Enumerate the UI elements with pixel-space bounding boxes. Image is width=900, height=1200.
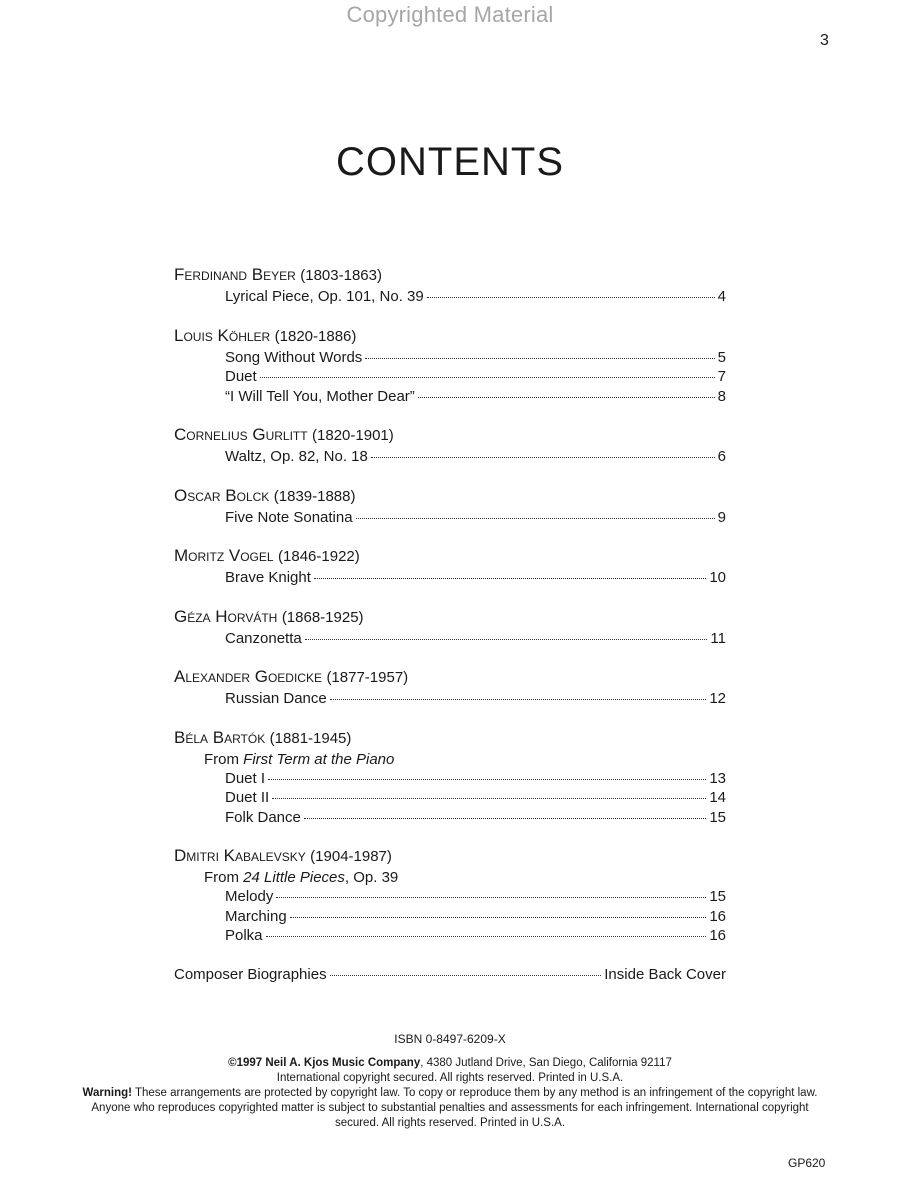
dot-leader: [330, 974, 602, 976]
collection-line: [174, 868, 726, 887]
dot-leader: [356, 517, 715, 519]
copyright-watermark: Copyrighted Material: [346, 2, 554, 27]
collection-suffix: , Op. 39: [344, 869, 399, 886]
piece-title: Duet: [225, 368, 257, 385]
piece-title: Marching: [225, 907, 287, 925]
copyright-footer: [80, 1032, 820, 1131]
composer-section: [174, 846, 726, 946]
piece-title: Duet I: [225, 769, 266, 787]
piece-page: 6: [717, 448, 726, 465]
composer-section: [174, 546, 726, 588]
catalog-number: GP620: [788, 1156, 826, 1170]
composer-dates: (1881-1945): [269, 729, 352, 747]
piece-entry: [174, 447, 726, 467]
dot-leader: [330, 698, 707, 700]
composer-name: Ferdinand Beyer: [174, 265, 296, 284]
dot-leader: [427, 296, 715, 298]
composer-dates: (1868-1925): [281, 608, 364, 626]
piece-page: 8: [717, 387, 726, 405]
composer-heading: [174, 326, 726, 348]
piece-page: 7: [717, 368, 726, 385]
piece-entry: [174, 689, 726, 709]
piece-entry: [174, 387, 726, 407]
composer-dates: (1803-1863): [300, 267, 382, 284]
composer-dates: (1820-1901): [312, 427, 394, 444]
warning-label: Warning!: [82, 1087, 132, 1099]
dot-leader: [365, 357, 714, 359]
collection-prefix: From: [204, 869, 244, 886]
dot-leader: [304, 817, 706, 819]
composer-name: Oscar Bolck: [174, 485, 270, 505]
page-title: CONTENTS: [336, 140, 564, 184]
piece-title: “I Will Tell You, Mother Dear”: [225, 387, 415, 405]
composer-dates: (1904-1987): [310, 848, 392, 865]
piece-page: 13: [709, 769, 726, 787]
rights-line: International copyright secured. All rights reserved. Printed in U.S.A.: [276, 1072, 624, 1084]
piece-title: Five Note Sonatina: [225, 508, 353, 526]
piece-page: 5: [717, 348, 726, 366]
piece-page: Inside Back Cover: [604, 965, 726, 983]
piece-title: Russian Dance: [225, 690, 327, 707]
dot-leader: [314, 577, 706, 579]
piece-page: 10: [709, 569, 726, 586]
dot-leader: [260, 376, 715, 378]
piece-entry: [174, 808, 726, 828]
piece-page: 14: [709, 789, 726, 806]
publisher-line: [80, 1056, 820, 1071]
dot-leader: [290, 916, 707, 918]
piece-title: Song Without Words: [225, 348, 363, 366]
collection-prefix: From: [204, 750, 244, 768]
collection-title: 24 Little Pieces: [243, 869, 345, 886]
piece-page: 15: [709, 808, 726, 826]
composer-dates: (1846-1922): [278, 548, 360, 565]
composer-heading: [174, 546, 726, 568]
piece-entry: [174, 508, 726, 528]
isbn: ISBN 0-8497-6209-X: [394, 1032, 506, 1046]
piece-page: 16: [709, 927, 726, 944]
piece-title: Folk Dance: [225, 808, 301, 826]
piece-page: 12: [709, 690, 726, 707]
composer-dates: (1877-1957): [326, 669, 409, 686]
composer-heading: [174, 425, 726, 447]
piece-title: Lyrical Piece, Op. 101, No. 39: [225, 288, 424, 305]
piece-entry: [174, 287, 726, 307]
composer-name: Louis Köhler: [174, 325, 271, 345]
composer-section: [174, 265, 726, 307]
biographies-entry: [174, 965, 726, 985]
composer-dates: (1839-1888): [273, 487, 356, 505]
composer-name: Dmitri Kabalevsky: [174, 846, 306, 865]
composer-name: Géza Horváth: [174, 606, 278, 626]
dot-leader: [276, 896, 706, 898]
piece-title: Polka: [225, 927, 263, 944]
composer-heading: [174, 607, 726, 629]
collection-line: [174, 750, 726, 769]
piece-entry: [174, 629, 726, 649]
composer-heading: [174, 728, 726, 750]
composer-name: Béla Bartók: [174, 727, 266, 747]
page-number: 3: [820, 32, 829, 49]
composer-heading: [174, 667, 726, 689]
dot-leader: [371, 456, 715, 458]
piece-entry: [174, 348, 726, 368]
warning-body: These arrangements are protected by copyright law. To copy or reproduce them by any method is an infringement of the copyright law. Anyone who reproduces copyrighted matter is subject to substantial penalties and assessments for each infringement. International copyright secured. All rights reserved. Printed in U.S.A.: [91, 1087, 818, 1129]
dot-leader: [272, 797, 706, 799]
piece-entry: [174, 926, 726, 946]
piece-page: 15: [709, 888, 726, 905]
warning-text: [80, 1086, 820, 1131]
publisher-name: ©1997 Neil A. Kjos Music Company: [228, 1057, 421, 1069]
piece-title: Composer Biographies: [174, 965, 327, 983]
dot-leader: [266, 935, 707, 937]
piece-page: 16: [709, 907, 726, 925]
composer-heading: [174, 486, 726, 508]
piece-page: 11: [710, 629, 726, 647]
dot-leader: [268, 778, 706, 780]
composer-name: Moritz Vogel: [174, 546, 274, 565]
piece-entry: [174, 887, 726, 907]
collection-title: First Term at the Piano: [243, 750, 395, 768]
piece-title: Waltz, Op. 82, No. 18: [225, 448, 368, 465]
dot-leader: [418, 396, 715, 398]
composer-section: [174, 425, 726, 467]
piece-entry: [174, 769, 726, 789]
composer-section: [174, 326, 726, 407]
composer-section: [174, 728, 726, 828]
composer-section: [174, 667, 726, 709]
composer-section: [174, 486, 726, 528]
composer-heading: [174, 265, 726, 287]
composer-heading: [174, 846, 726, 868]
dot-leader: [305, 638, 708, 640]
piece-entry: [174, 367, 726, 387]
piece-page: 4: [717, 288, 726, 305]
composer-section: [174, 607, 726, 649]
piece-entry: [174, 907, 726, 927]
table-of-contents: [174, 265, 726, 984]
piece-title: Melody: [225, 888, 274, 905]
piece-title: Canzonetta: [225, 629, 302, 647]
composer-name: Cornelius Gurlitt: [174, 425, 308, 444]
composer-name: Alexander Goedicke: [174, 667, 322, 686]
piece-entry: [174, 568, 726, 588]
piece-title: Duet II: [225, 789, 270, 806]
piece-title: Brave Knight: [225, 569, 311, 586]
composer-dates: (1820-1886): [274, 327, 357, 345]
piece-entry: [174, 788, 726, 808]
publisher-address: , 4380 Jutland Drive, San Diego, California 92117: [420, 1057, 672, 1069]
piece-page: 9: [717, 508, 726, 526]
